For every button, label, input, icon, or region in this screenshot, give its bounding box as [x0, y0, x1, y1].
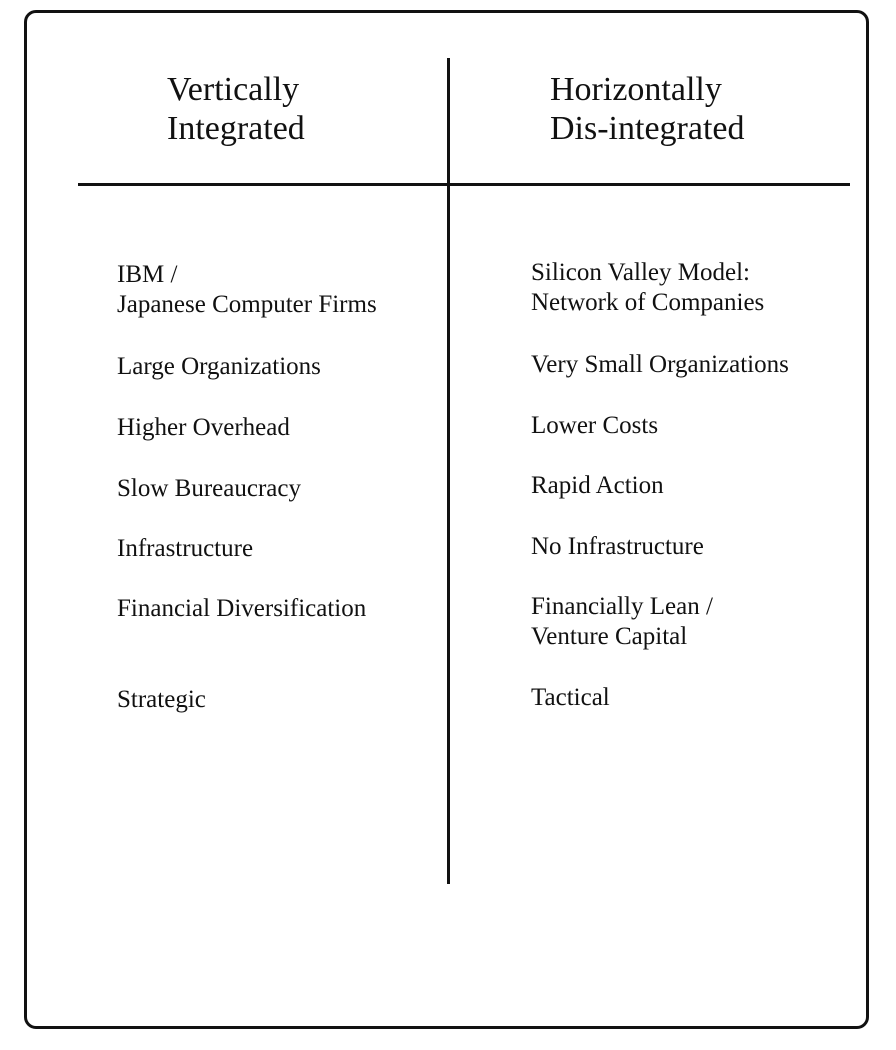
- left-item-strategic: Strategic: [117, 686, 206, 713]
- left-item-large-organizations: Large Organizations: [117, 353, 321, 380]
- right-item-no-infrastructure: No Infrastructure: [531, 533, 704, 560]
- left-item-infrastructure: Infrastructure: [117, 535, 254, 562]
- horizontal-divider: [78, 183, 850, 186]
- right-item-tactical: Tactical: [531, 684, 610, 711]
- right-item-lower-costs: Lower Costs: [531, 412, 659, 439]
- right-item-financially-lean: Financially Lean / Venture Capital: [531, 593, 713, 650]
- header-vertically-integrated: Vertically Integrated: [167, 71, 305, 147]
- left-item-higher-overhead: Higher Overhead: [117, 414, 290, 441]
- header-horizontally-disintegrated: Horizontally Dis-integrated: [550, 71, 745, 147]
- right-item-very-small-organizations: Very Small Organizations: [531, 351, 789, 378]
- vertical-divider: [447, 58, 450, 884]
- left-item-financial-diversification: Financial Diversification: [117, 595, 367, 622]
- right-item-rapid-action: Rapid Action: [531, 472, 664, 499]
- left-item-slow-bureaucracy: Slow Bureaucracy: [117, 475, 301, 502]
- left-item-ibm: IBM / Japanese Computer Firms: [117, 261, 377, 318]
- right-item-silicon-valley: Silicon Valley Model: Network of Companies: [531, 259, 765, 316]
